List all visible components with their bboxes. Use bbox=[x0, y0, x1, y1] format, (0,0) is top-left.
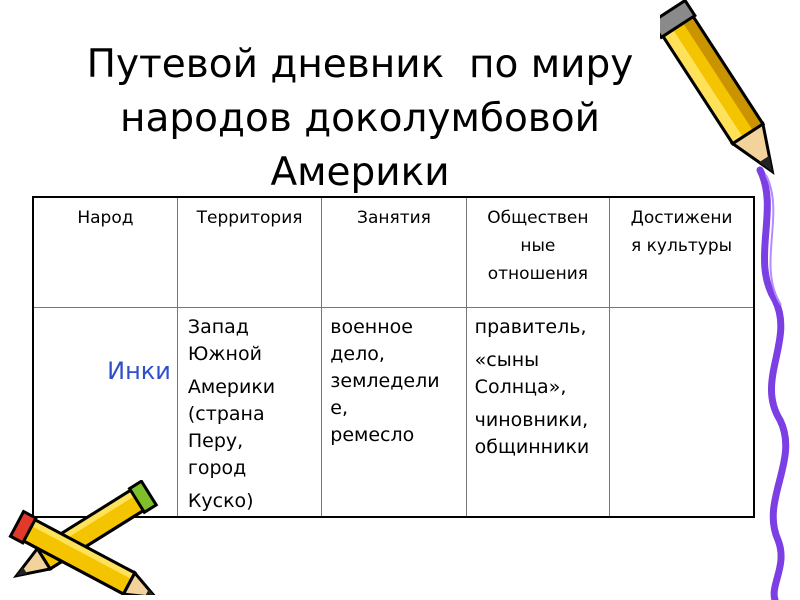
territory-line-1: Запад bbox=[187, 316, 249, 338]
territory-line-6: город bbox=[187, 457, 247, 479]
header-culture bbox=[610, 197, 754, 308]
territory-part-1 bbox=[188, 314, 321, 368]
territory-line-3: Америки bbox=[187, 376, 276, 398]
header-society-line-1: Обществен bbox=[487, 208, 589, 228]
title-line-3: Америки bbox=[270, 150, 450, 195]
cell-territory bbox=[177, 308, 321, 518]
occupation-line-5: ремесло bbox=[330, 424, 415, 446]
territory-line-2: Южной bbox=[187, 343, 262, 365]
title-line-1: Путевой дневник по миру bbox=[86, 42, 634, 87]
territory-line-4: (страна bbox=[187, 403, 265, 425]
travel-diary-table bbox=[32, 196, 755, 518]
pencil-top-right-icon bbox=[660, 0, 790, 195]
occupation-line-3: земледели bbox=[330, 370, 440, 392]
society-line-2: «сыны bbox=[474, 349, 540, 371]
header-society-line-3: отношения bbox=[487, 264, 588, 284]
territory-part-2 bbox=[188, 374, 321, 482]
occupation-line-2: дело, bbox=[330, 343, 385, 365]
society-line-1: правитель, bbox=[474, 316, 587, 338]
occupation-line-1: военное bbox=[330, 316, 413, 338]
header-society bbox=[466, 197, 609, 308]
pencils-bottom-left-icon bbox=[0, 480, 170, 595]
territory-line-7: Куско) bbox=[187, 490, 254, 512]
header-culture-line-2: я культуры bbox=[631, 236, 733, 256]
cell-society bbox=[466, 308, 609, 518]
header-territory: Территория bbox=[177, 197, 321, 308]
page-title bbox=[40, 38, 680, 200]
header-occupations: Занятия bbox=[322, 197, 466, 308]
cell-culture bbox=[610, 308, 754, 518]
territory-line-5: Перу, bbox=[187, 430, 244, 452]
header-people: Народ bbox=[33, 197, 177, 308]
society-line-4: чиновники, bbox=[474, 409, 589, 431]
title-line-2: народов доколумбовой bbox=[120, 96, 600, 141]
header-culture-line-1: Достижени bbox=[630, 208, 733, 228]
occupation-line-4: е, bbox=[330, 397, 349, 419]
table-header-row bbox=[33, 197, 754, 308]
society-line-3: Солнца», bbox=[474, 376, 567, 398]
society-line-5: общинники bbox=[474, 436, 590, 458]
cell-people: Инки bbox=[33, 308, 177, 518]
header-society-line-2: ные bbox=[520, 236, 556, 256]
cell-occupations bbox=[322, 308, 466, 518]
